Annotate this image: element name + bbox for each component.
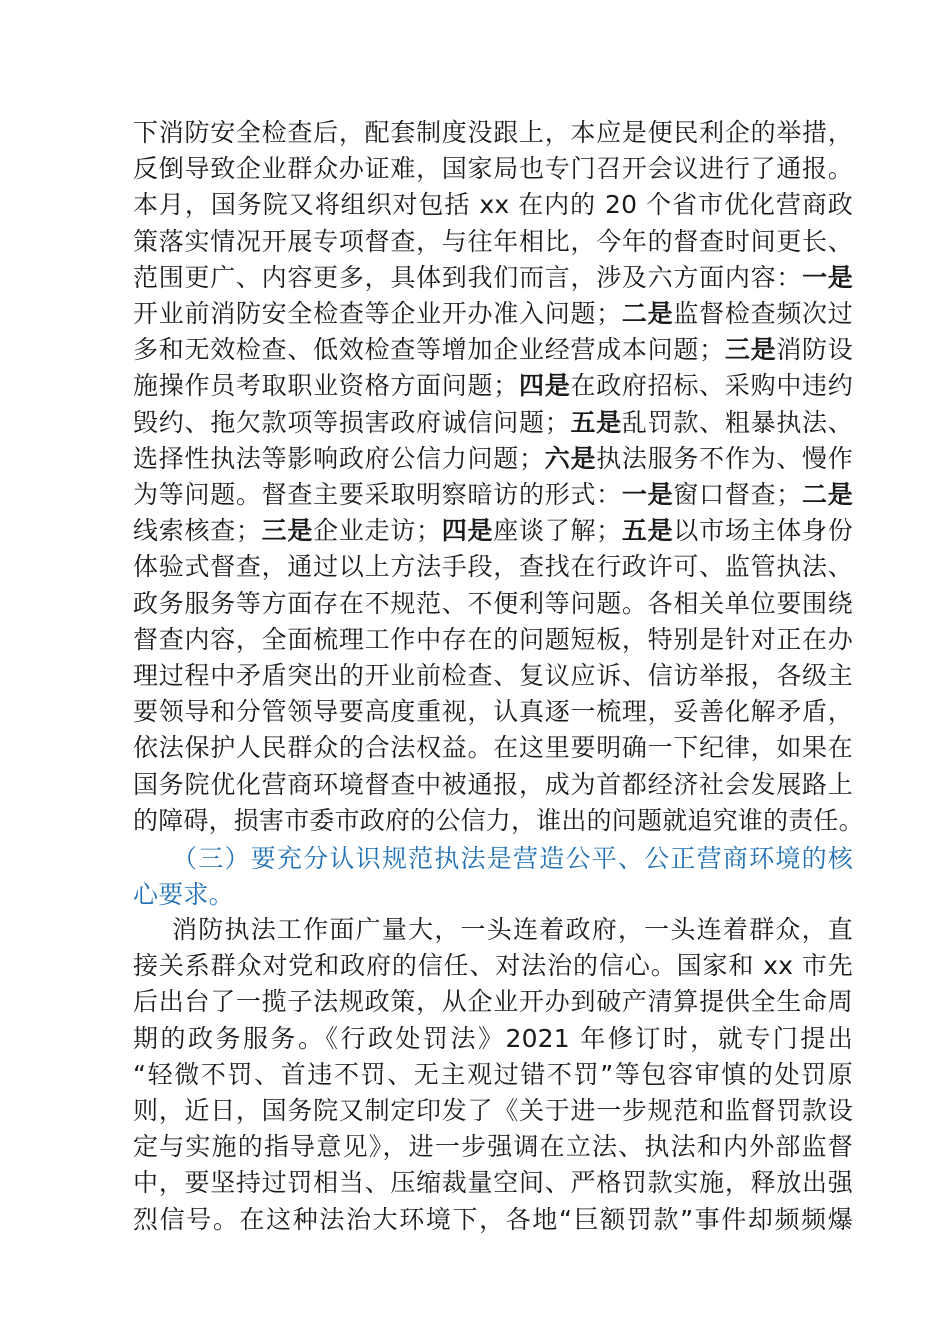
text-line <box>133 803 864 839</box>
emphasis-label: 二是 <box>621 299 674 328</box>
text-segment: 体验式督查，通过以上方法手段，查找在行政许可、监管执法、 <box>133 552 853 582</box>
text-segment: 开业前消防安全检查等企业开办准入问题； <box>133 299 622 328</box>
text-segment: 督查内容，全面梳理工作中存在的问题短板，特别是针对正在办 <box>133 624 853 654</box>
text-segment: 施操作员考取职业资格方面问题； <box>133 371 519 401</box>
text-line: 消防执法工作面广量大，一头连着政府，一头连着群众，直 <box>172 915 853 944</box>
emphasis-label: 六是 <box>544 443 597 473</box>
text-segment: 消防设 <box>776 335 853 365</box>
text-segment: 的障碍，损害市委市政府的公信力，谁出的问题就追究谁的责任。 <box>133 805 864 835</box>
text-line: 后出台了一揽子法规政策，从企业开办到破产清算提供全生命周 <box>133 987 853 1017</box>
text-segment: 线索核查； <box>133 516 262 546</box>
text-segment: 要领导和分管领导要高度重视，认真逐一梳理，妥善化解矛盾， <box>133 697 853 727</box>
text-segment: 以市场主体身份 <box>673 516 853 546</box>
heading-line: 心要求。 <box>133 880 234 910</box>
text-segment: 反倒导致企业群众办证难，国家局也专门召开会议进行了通报。 <box>133 154 853 184</box>
emphasis-label: 四是 <box>518 371 571 401</box>
text-line <box>133 767 853 803</box>
text-line <box>133 151 853 187</box>
emphasis-label: 四是 <box>441 516 494 546</box>
text-segment: 依法保护人民群众的合法权益。在这里要明确一下纪律，如果在 <box>133 733 853 763</box>
text-segment: 选择性执法等影响政府公信力问题； <box>133 443 545 473</box>
emphasis-label: 二是 <box>801 480 853 509</box>
text-segment: 座谈了解； <box>493 516 622 546</box>
text-segment: 多和无效检查、低效检查等增加企业经营成本问题； <box>133 335 725 365</box>
text-segment: 政务服务等方面存在不规范、不便利等问题。各相关单位要围绕 <box>133 588 853 618</box>
text-line: 中，要坚持过罚相当、压缩裁量空间、严格罚款实施，释放出强 <box>133 1168 853 1198</box>
emphasis-label: 五是 <box>569 407 622 437</box>
text-segment: 毁约、拖欠款项等损害政府诚信问题； <box>133 407 570 437</box>
text-segment: 乱罚款、粗暴执法、 <box>621 407 853 437</box>
text-line <box>133 477 853 513</box>
text-segment: 窗口督查； <box>673 480 802 509</box>
text-segment: 企业走访； <box>313 516 442 546</box>
text-segment: 下消防安全检查后，配套制度没跟上，本应是便民利企的举措， <box>133 118 853 147</box>
text-line <box>133 332 853 368</box>
text-line <box>133 405 853 441</box>
text-line: 定与实施的指导意见》，进一步强调在立法、执法和内外部监督 <box>133 1132 853 1162</box>
emphasis-label: 一是 <box>621 480 674 509</box>
text-line <box>133 730 853 766</box>
text-line: “轻微不罚、首违不罚、无主观过错不罚”等包容审慎的处罚原 <box>133 1059 853 1089</box>
text-line <box>133 115 853 151</box>
text-line <box>133 260 853 296</box>
text-line <box>133 441 853 477</box>
text-segment: 执法服务不作为、慢作 <box>596 443 853 473</box>
heading-line: （三）要充分认识规范执法是营造公平、公正营商环境的核 <box>172 844 853 873</box>
emphasis-label: 一是 <box>802 262 853 292</box>
text-line <box>133 296 853 332</box>
text-line <box>133 368 853 404</box>
text-line: 则，近日，国务院又制定印发了《关于进一步规范和监督罚款设 <box>133 1096 853 1125</box>
text-segment: 理过程中矛盾突出的开业前检查、复议应诉、信访举报，各级主 <box>133 661 853 690</box>
text-segment: 本月，国务院又将组织对包括 xx 在内的 20 个省市优化营商政 <box>133 190 853 220</box>
text-line: 接关系群众对党和政府的信任、对法治的信心。国家和 xx 市先 <box>133 951 853 981</box>
text-line <box>133 549 853 585</box>
text-line <box>133 658 853 694</box>
text-segment: 国务院优化营商环境督查中被通报，成为首都经济社会发展路上 <box>133 769 853 799</box>
text-line <box>133 622 853 658</box>
text-line <box>133 224 853 260</box>
text-line: 烈信号。在这种法治大环境下，各地“巨额罚款”事件却频频爆 <box>133 1204 853 1234</box>
text-segment: 策落实情况开展专项督查，与往年相比，今年的督查时间更长、 <box>133 226 853 256</box>
text-segment: 在政府招标、采购中违约 <box>570 371 853 401</box>
text-line <box>133 187 853 223</box>
emphasis-label: 三是 <box>724 335 777 365</box>
text-segment: 监督检查频次过 <box>673 299 853 328</box>
text-line <box>133 586 853 622</box>
text-line: 期的政务服务。《行政处罚法》2021 年修订时，就专门提出 <box>133 1023 853 1053</box>
emphasis-label: 三是 <box>261 516 314 546</box>
emphasis-label: 五是 <box>621 516 674 546</box>
text-segment: 为等问题。督查主要采取明察暗访的形式： <box>133 480 622 509</box>
text-line <box>133 694 853 730</box>
text-segment: 范围更广、内容更多，具体到我们而言，涉及六方面内容： <box>133 262 803 292</box>
text-line <box>133 513 853 549</box>
